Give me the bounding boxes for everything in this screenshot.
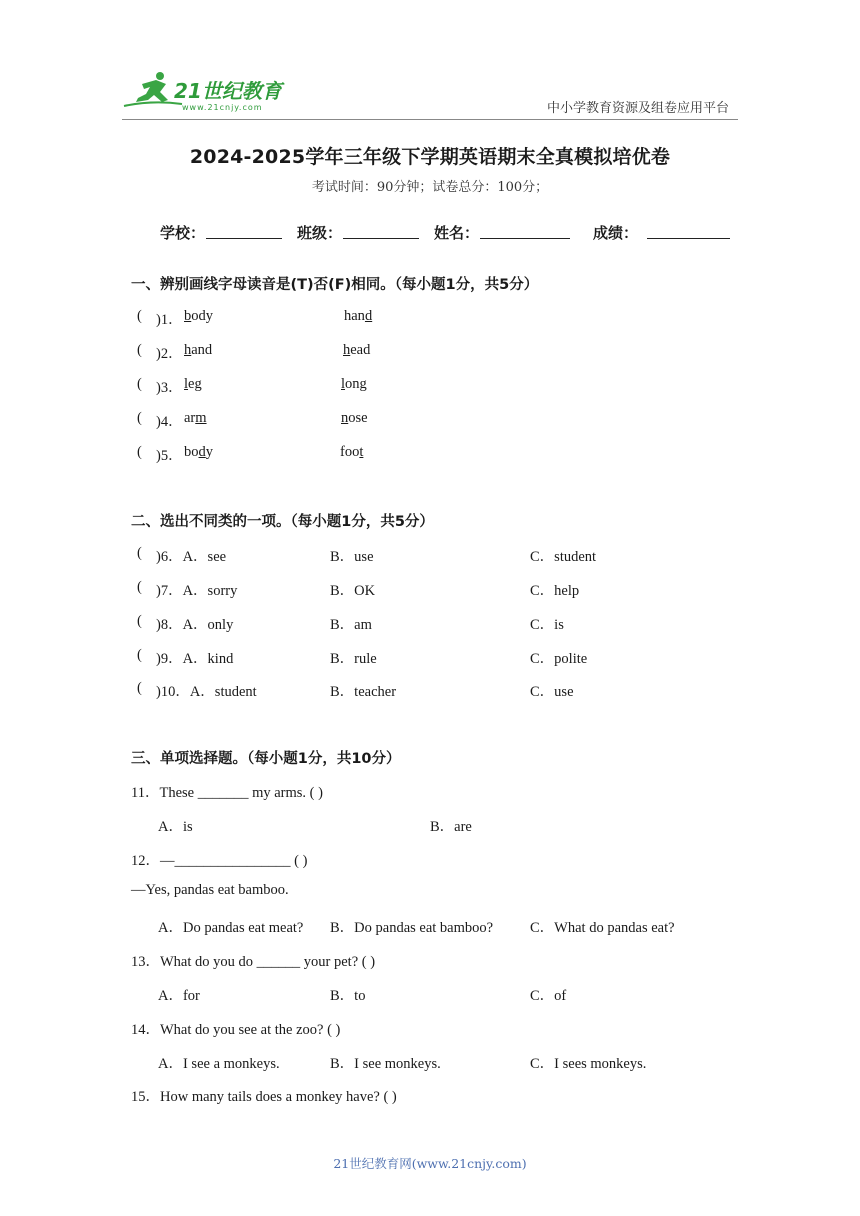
question-13: 13．What do you do ______ your pet? ( ) bbox=[131, 954, 376, 970]
q12-reply: —Yes, pandas eat bamboo. bbox=[131, 882, 289, 898]
answer-bracket[interactable]: ( bbox=[137, 647, 142, 663]
score-blank[interactable] bbox=[647, 238, 730, 239]
score-label: 成绩： bbox=[593, 224, 639, 242]
q13-option-c: C．of bbox=[530, 988, 567, 1004]
answer-bracket[interactable]: ( bbox=[137, 308, 142, 324]
word-2: foot bbox=[340, 444, 364, 460]
answer-bracket[interactable]: ( bbox=[137, 680, 142, 696]
option-b: B．OK bbox=[330, 583, 376, 599]
item-number: )5． bbox=[156, 448, 183, 464]
school-blank[interactable] bbox=[206, 238, 282, 239]
option-c: C．polite bbox=[530, 651, 588, 667]
option-a: )9．A．kind bbox=[156, 651, 234, 667]
class-label: 班级： bbox=[297, 224, 343, 242]
q13-option-b: B．to bbox=[330, 988, 366, 1004]
school-label: 学校： bbox=[160, 224, 206, 242]
option-c: C．help bbox=[530, 583, 580, 599]
word-1: body bbox=[184, 308, 213, 324]
question-15: 15．How many tails does a monkey have? ( ) bbox=[131, 1089, 397, 1105]
option-a: )10．A．student bbox=[156, 684, 257, 700]
exam-info: 考试时间：90分钟；试卷总分：100分； bbox=[311, 180, 549, 195]
word-2: hand bbox=[344, 308, 373, 324]
name-label: 姓名： bbox=[434, 224, 480, 242]
answer-bracket[interactable]: ( bbox=[137, 410, 142, 426]
item-number: )4． bbox=[156, 414, 183, 430]
question-11: 11．These _______ my arms. ( ) bbox=[131, 785, 323, 801]
answer-bracket[interactable]: ( bbox=[137, 342, 142, 358]
q14-option-b: B．I see monkeys. bbox=[330, 1056, 441, 1072]
section-2-heading: 二、选出不同类的一项。（每小题1分，共5分） bbox=[131, 514, 434, 530]
word-2: nose bbox=[341, 410, 368, 426]
header-divider bbox=[122, 119, 738, 120]
option-a: )6．A．see bbox=[156, 549, 227, 565]
q12-option-b: B．Do pandas eat bamboo? bbox=[330, 920, 494, 936]
class-blank[interactable] bbox=[343, 238, 419, 239]
q11-option-b: B．are bbox=[430, 819, 472, 835]
logo bbox=[122, 70, 292, 114]
page-title: 2024-2025学年三年级下学期英语期末全真模拟培优卷 bbox=[189, 146, 671, 168]
item-number: )1． bbox=[156, 312, 183, 328]
answer-bracket[interactable]: ( bbox=[137, 579, 142, 595]
footer-link[interactable]: 21世纪教育网(www.21cnjy.com) bbox=[333, 1156, 527, 1171]
logo-text: 21世纪教育 bbox=[174, 79, 282, 103]
option-c: C．student bbox=[530, 549, 597, 565]
answer-bracket[interactable]: ( bbox=[137, 376, 142, 392]
item-number: )2． bbox=[156, 346, 183, 362]
word-1: hand bbox=[184, 342, 213, 358]
option-b: B．rule bbox=[330, 651, 377, 667]
platform-text: 中小学教育资源及组卷应用平台 bbox=[546, 101, 729, 116]
option-b: B．am bbox=[330, 617, 372, 633]
option-c: C．use bbox=[530, 684, 574, 700]
section-3-heading: 三、单项选择题。（每小题1分，共10分） bbox=[131, 751, 401, 767]
answer-bracket[interactable]: ( bbox=[137, 545, 142, 561]
option-b: B．teacher bbox=[330, 684, 397, 700]
word-1: leg bbox=[184, 376, 202, 392]
q14-option-c: C．I sees monkeys. bbox=[530, 1056, 647, 1072]
answer-bracket[interactable]: ( bbox=[137, 444, 142, 460]
question-14: 14．What do you see at the zoo? ( ) bbox=[131, 1022, 341, 1038]
item-number: )3． bbox=[156, 380, 183, 396]
word-1: body bbox=[184, 444, 213, 460]
word-1: arm bbox=[184, 410, 207, 426]
option-c: C．is bbox=[530, 617, 564, 633]
answer-bracket[interactable]: ( bbox=[137, 613, 142, 629]
section-1-heading: 一、辨别画线字母读音是(T)否(F)相同。（每小题1分，共5分） bbox=[131, 277, 539, 293]
q11-option-a: A．is bbox=[158, 819, 193, 835]
option-a: )7．A．sorry bbox=[156, 583, 238, 599]
option-b: B．use bbox=[330, 549, 374, 565]
question-12: 12．—________________ ( ) bbox=[131, 853, 308, 869]
q12-option-a: A．Do pandas eat meat? bbox=[158, 920, 304, 936]
q12-option-c: C．What do pandas eat? bbox=[530, 920, 675, 936]
q14-option-a: A．I see a monkeys. bbox=[158, 1056, 280, 1072]
word-2: head bbox=[343, 342, 371, 358]
logo-url: www.21cnjy.com bbox=[182, 103, 263, 112]
q13-option-a: A．for bbox=[158, 988, 200, 1004]
name-blank[interactable] bbox=[480, 238, 570, 239]
option-a: )8．A．only bbox=[156, 617, 234, 633]
word-2: long bbox=[341, 376, 367, 392]
